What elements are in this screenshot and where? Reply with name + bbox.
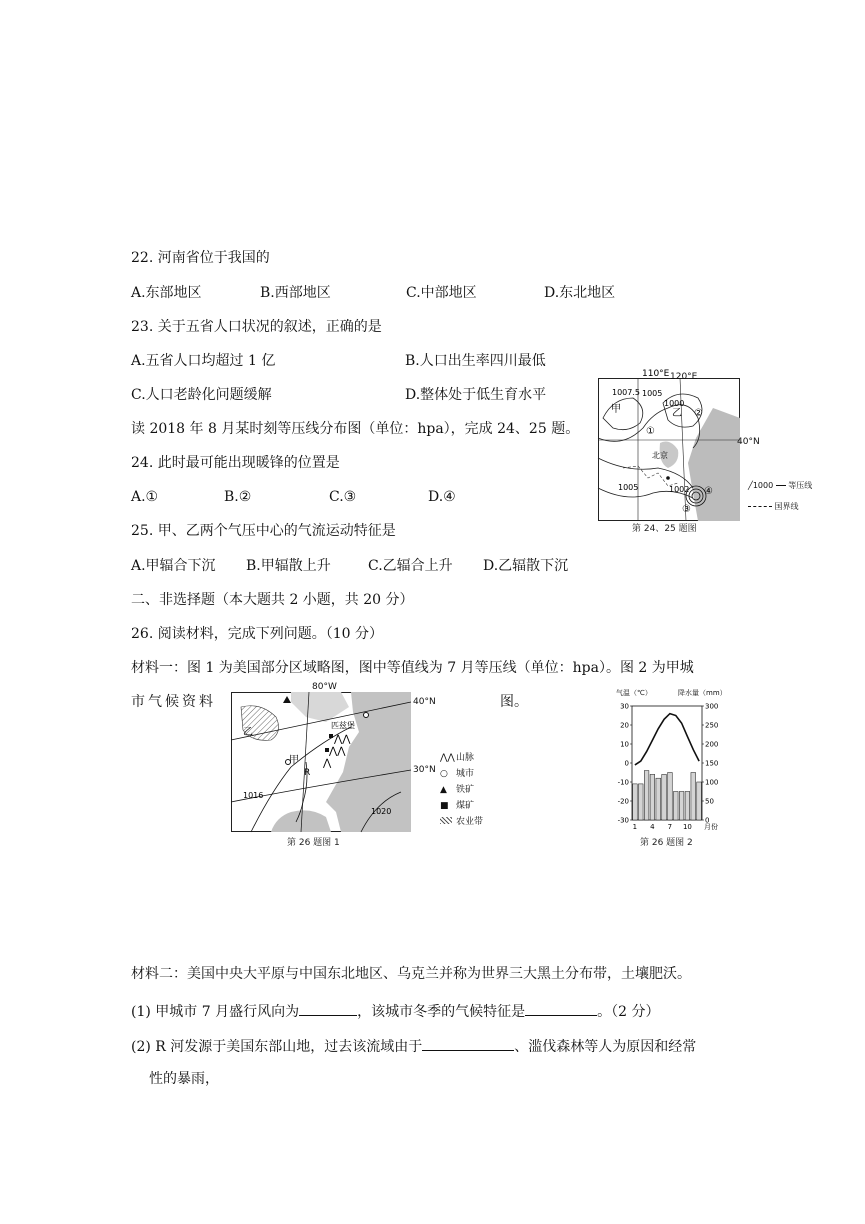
q26-sub1 — [131, 999, 659, 1022]
sub1-text-b: ，该城市冬季的气候特征是 — [357, 1004, 526, 1020]
temperature-line — [635, 714, 699, 765]
q25-option-a: A.甲辐合下沉 — [131, 558, 216, 574]
mountain-icon: ⋀⋀ — [329, 746, 346, 757]
lon-120-label: 120°E — [670, 372, 698, 382]
precip-bar — [679, 792, 684, 821]
lat-40n-label-fig26: 40°N — [413, 697, 436, 707]
iso-1020-label: 1020 — [371, 807, 392, 816]
lat-30n-label-fig26: 30°N — [413, 765, 436, 775]
point-3-label: ③ — [682, 504, 691, 515]
precip-tick-label: 300 — [705, 702, 719, 711]
precip-bar — [662, 774, 667, 820]
temp-tick-label: 20 — [620, 721, 629, 730]
precip-tick-label: 200 — [705, 740, 719, 749]
jia-label: 甲 — [611, 404, 621, 415]
precip-tick-label: 250 — [705, 721, 719, 730]
q26-stem: 26. 阅读材料，完成下列问题。（10 分） — [131, 626, 383, 642]
temp-tick-label: 10 — [620, 740, 629, 749]
q24-stem: 24. 此时最可能出现暖锋的位置是 — [131, 455, 340, 471]
q23-option-a: A.五省人口均超过 1 亿 — [131, 353, 276, 369]
q22-option-b: B.西部地区 — [260, 285, 331, 301]
q23-option-d: D.整体处于低生育水平 — [405, 387, 547, 403]
q22-option-a: A.东部地区 — [131, 285, 202, 301]
sub1-text-a: (1) 甲城市 7 月盛行风向为 — [131, 1004, 300, 1020]
temp-tick-label: -20 — [617, 797, 629, 806]
yi-label: 乙 — [243, 727, 253, 738]
climate-chart — [610, 698, 730, 834]
q24-option-b: B.② — [224, 489, 252, 505]
q23-option-b: B.人口出生率四川最低 — [405, 353, 546, 369]
legend-city: 城市 — [456, 769, 475, 779]
legend-border-text: 国界线 — [774, 502, 799, 511]
answer-blank-3[interactable] — [422, 1034, 514, 1051]
sub2-text-b: 、滥伐森林等人为原因和经常 — [514, 1039, 697, 1055]
city-icon: ○ — [440, 769, 448, 779]
month-tick-label: 4 — [650, 823, 655, 831]
q25-option-b: B.甲辐散上升 — [246, 558, 331, 574]
us-map-legend — [440, 750, 483, 830]
mountain-icon: ⋀⋀ — [334, 734, 351, 745]
coal-mine-icon: ■ — [440, 801, 449, 811]
iron-ore-icon: ▲ — [440, 785, 447, 795]
q26-sub2 — [131, 1034, 696, 1057]
q24-option-d: D.④ — [428, 489, 456, 505]
agri-belt-icon — [440, 817, 452, 824]
q24-option-a: A.① — [131, 489, 159, 505]
coal-mine-marker — [329, 734, 333, 738]
coal-mine-marker — [325, 748, 329, 752]
section-2-heading: 二、非选择题（本大题共 2 小题，共 20 分） — [131, 592, 414, 608]
precip-bar — [697, 782, 702, 820]
legend-mountain: 山脉 — [456, 753, 475, 763]
iso-1002-label: 1002 — [669, 485, 690, 494]
iso-1005-bottom-label: 1005 — [618, 483, 639, 492]
temp-axis-title: 气温（℃） — [616, 689, 652, 697]
month-tick-label: 10 — [682, 823, 692, 831]
q25-stem: 25. 甲、乙两个气压中心的气流运动特征是 — [131, 523, 396, 539]
lon-110-label: 110°E — [642, 369, 670, 379]
q26-sub2-continued: 性的暴雨， — [149, 1071, 219, 1087]
q22-stem: 22. 河南省位于我国的 — [131, 250, 270, 266]
temp-tick-label: 0 — [624, 759, 629, 768]
precip-bar — [650, 774, 655, 820]
q23-option-c: C.人口老龄化问题缓解 — [131, 387, 272, 403]
q23-stem: 23. 关于五省人口状况的叙述，正确的是 — [131, 319, 382, 335]
pittsburgh-marker — [364, 713, 369, 718]
sub1-text-c: 。（2 分） — [597, 1004, 660, 1020]
pittsburgh-label: 匹兹堡 — [331, 721, 355, 730]
q25-option-d: D.乙辐散下沉 — [483, 558, 569, 574]
beijing-label: 北京 — [652, 451, 668, 460]
legend-iso-number: 1000 — [752, 481, 774, 490]
sub2-text-a: (2) R 河发源于美国东部山地，过去该流域由于 — [131, 1039, 423, 1055]
yi-label: 乙 — [672, 408, 682, 419]
precip-tick-label: 50 — [705, 797, 714, 806]
legend-coal: 煤矿 — [456, 801, 475, 811]
answer-blank-1[interactable] — [299, 999, 357, 1016]
month-unit-label: 月份 — [704, 823, 718, 831]
read-instruction-24-25: 读 2018 年 8 月某时刻等压线分布图（单位：hpa），完成 24、25 题。 — [131, 421, 580, 437]
legend-iron: 铁矿 — [456, 785, 475, 795]
q26-material2: 材料二：美国中央大平原与中国东北地区、乌克兰并称为世界三大黑土分布带，土壤肥沃。 — [131, 966, 691, 982]
legend-isobar-text: 等压线 — [788, 481, 813, 490]
point-2-label: ② — [694, 408, 703, 419]
lon-80w-label: 80°W — [312, 682, 337, 692]
q26-material1-line1: 材料一：图 1 为美国部分区域略图，图中等值线为 7 月等压线（单位：hpa）。图 2 为甲城 — [131, 660, 694, 676]
jia-label: 甲 — [289, 755, 299, 766]
mountain-icon: ⋀ — [323, 758, 332, 769]
iso-1016-label: 1016 — [243, 791, 264, 800]
us-region-map — [231, 692, 411, 832]
fig26-1-caption: 第 26 题图 1 — [287, 838, 340, 848]
precip-bar — [685, 792, 690, 821]
point-4-label: ④ — [704, 486, 713, 497]
precip-axis-title: 降水量（mm） — [678, 689, 727, 697]
legend-iso-icon: ╱ — [748, 481, 753, 490]
legend-agri: 农业带 — [456, 817, 484, 827]
fig24-caption: 第 24、25 题图 — [632, 524, 697, 534]
temp-tick-label: -30 — [617, 816, 629, 825]
river-r-label: R — [304, 768, 311, 778]
precip-bar — [673, 792, 678, 821]
precip-bar — [638, 784, 643, 820]
month-tick-label: 1 — [632, 823, 638, 831]
precip-tick-label: 150 — [705, 759, 719, 768]
point-1-label: ① — [646, 426, 655, 437]
iso-1007-5-label: 1007.5 — [612, 388, 640, 397]
answer-blank-2[interactable] — [525, 999, 597, 1016]
isobar-legend — [748, 480, 813, 516]
iso-1005-top-label: 1005 — [642, 389, 663, 398]
q22-option-c: C.中部地区 — [406, 285, 477, 301]
q25-option-c: C.乙辐合上升 — [368, 558, 453, 574]
mountain-icon: ⋀⋀ — [440, 753, 455, 763]
precip-bar — [633, 784, 638, 820]
precip-bar — [656, 778, 661, 820]
iso-1000-label: 1000 — [664, 399, 685, 408]
precip-tick-label: 0 — [705, 816, 710, 825]
precip-bar — [668, 773, 673, 821]
lat-40n-label: 40°N — [737, 437, 760, 447]
month-tick-label: 7 — [667, 823, 673, 831]
temp-tick-label: 30 — [620, 702, 629, 711]
q26-material1-line2-end: 图。 — [500, 694, 528, 710]
q24-option-c: C.③ — [329, 489, 357, 505]
fig26-2-caption: 第 26 题图 2 — [640, 838, 693, 848]
temp-tick-label: -10 — [617, 778, 629, 787]
precip-bar — [644, 771, 649, 820]
q26-material1-line2: 市气候资料 — [131, 694, 216, 710]
precip-bar — [691, 773, 696, 821]
q22-option-d: D.东北地区 — [544, 285, 616, 301]
precip-tick-label: 100 — [705, 778, 719, 787]
